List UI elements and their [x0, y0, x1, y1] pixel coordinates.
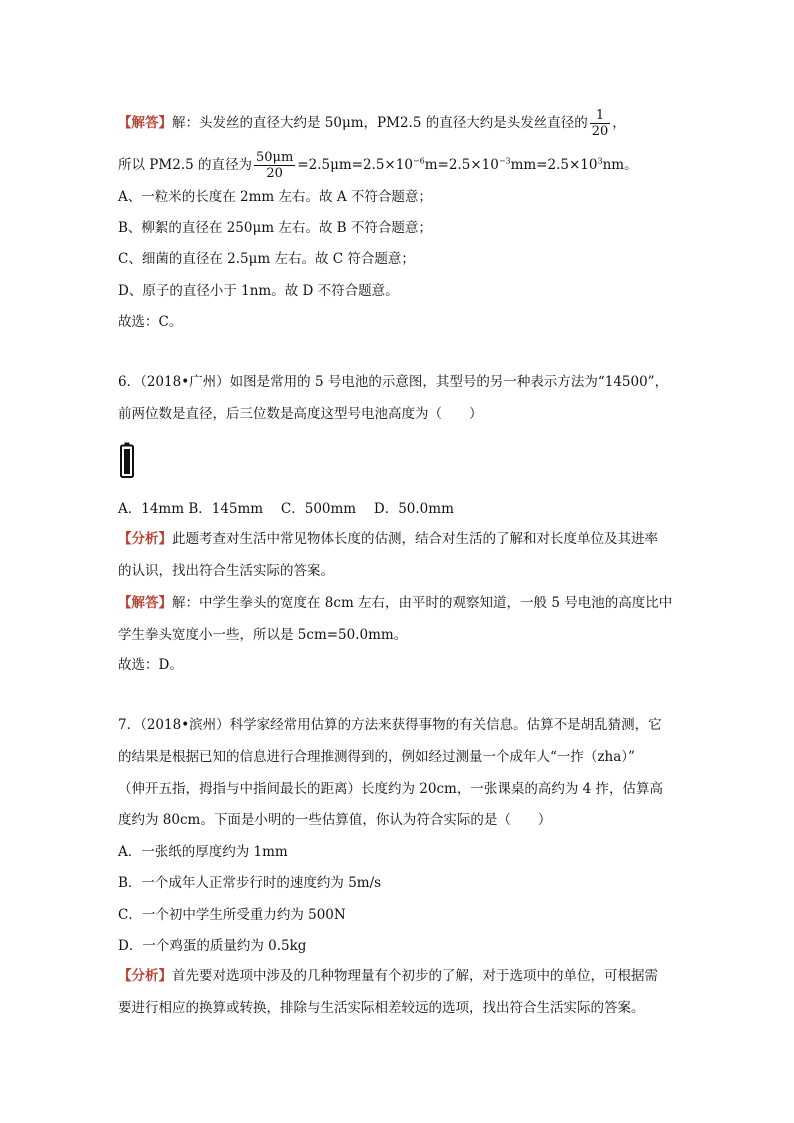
q6-analysis-tag: 【分析】 — [118, 531, 172, 547]
battery-icon — [120, 442, 134, 478]
q7-option-a: A．一张纸的厚度约为 1mm — [118, 844, 288, 860]
q6-analysis-text-1: 此题考查对生活中常见物体长度的估测，结合对生活的了解和对长度单位及其进率 — [172, 531, 658, 547]
q7-analysis-text-1: 首先要对选项中涉及的几种物理量有个初步的了解，对于选项中的单位，可根据需 — [172, 968, 658, 984]
q6-options: A．14mm B．145mm C．500mm D．50.0mm — [118, 501, 454, 517]
fraction-numerator: 1 — [590, 108, 611, 124]
q7-option-b: B．一个成年人正常步行时的速度约为 5m/s — [118, 875, 382, 891]
q7-option-d: D．一个鸡蛋的质量约为 0.5kg — [118, 938, 307, 954]
q5-line1-text: 解：头发丝的直径大约是 50μm，PM2.5 的直径大约是头发丝直径的 — [172, 115, 588, 131]
q7-analysis-line-1 — [118, 967, 658, 985]
q5-solution-tag: 【解答】 — [118, 115, 172, 131]
q6-analysis-line-1 — [118, 530, 658, 548]
fraction-numerator: 50μm — [255, 150, 294, 165]
q5-option-a: A、一粒米的长度在 2mm 左右。故 A 不符合题意； — [118, 189, 432, 205]
exponent: 3 — [597, 156, 603, 166]
q6-answer: 故选：D。 — [118, 657, 183, 673]
q7-analysis-line-2: 要进行相应的换算或转换，排除与生活实际相差较远的选项，找出符合生活实际的答案。 — [118, 1000, 645, 1016]
q6-stem-line-1: 6．（2018•广州）如图是常用的 5 号电池的示意图，其型号的另一种表示方法为“14500”， — [118, 374, 669, 390]
q5-option-d: D、原子的直径小于 1nm。故 D 不符合题意。 — [118, 283, 399, 299]
q5-solution-line-2 — [118, 150, 638, 181]
q5-fraction-50um-20 — [254, 150, 295, 181]
q7-stem-line-2: 的结果是根据已知的信息进行合理推测得到的，例如经过测量一个成年人“一拃（zha）” — [118, 749, 635, 765]
q5-conversion-d: nm。 — [602, 157, 638, 173]
q5-line2-text: 所以 PM2.5 的直径为 — [118, 157, 252, 173]
q6-solution-text-1: 解：中学生拳头的宽度在 8cm 左右，由平时的观察知道，一般 5 号电池的高度比中 — [172, 595, 673, 611]
q7-stem-line-4: 度约为 80cm。下面是小明的一些估算值，你认为符合实际的是（ ） — [118, 812, 552, 828]
q6-solution-line-2: 学生拳头宽度小一些，所以是 5cm=50.0mm。 — [118, 627, 408, 643]
exponent: −6 — [412, 156, 425, 166]
q5-conversion-b: m=2.5×10 — [424, 157, 499, 173]
q5-option-c: C、细菌的直径在 2.5μm 左右。故 C 符合题意； — [118, 251, 415, 267]
q6-solution-tag: 【解答】 — [118, 595, 172, 611]
q6-analysis-line-2: 的认识，找出符合生活实际的答案。 — [118, 563, 334, 579]
q6-stem-line-2: 前两位数是直径，后三位数是高度这型号电池高度为（ ） — [118, 406, 483, 422]
q5-line1-post: ， — [612, 115, 626, 131]
fraction-denominator: 20 — [266, 166, 283, 181]
q7-option-c: C．一个初中学生所受重力约为 500N — [118, 907, 346, 923]
q5-option-b: B、柳絮的直径在 250μm 左右。故 B 不符合题意； — [118, 220, 432, 236]
q7-stem-line-1: 7．（2018•滨州）科学家经常用估算的方法来获得事物的有关信息。估算不是胡乱猜测，它 — [118, 717, 662, 733]
q7-analysis-tag: 【分析】 — [118, 968, 172, 984]
q7-stem-line-3: （伸开五指，拇指与中指间最长的距离）长度约为 20cm，一张课桌的高约为 4 拃，估算高 — [118, 781, 664, 797]
q5-conversion-a: =2.5μm=2.5×10 — [297, 157, 413, 173]
fraction-denominator: 20 — [591, 124, 609, 139]
q6-solution-line-1 — [118, 594, 672, 612]
q5-fraction-1-20 — [590, 108, 611, 139]
q5-conversion-c: mm=2.5×10 — [510, 157, 598, 173]
exponent: −3 — [498, 156, 511, 166]
q5-solution-line-1 — [118, 108, 626, 139]
q5-answer: 故选：C。 — [118, 314, 183, 330]
